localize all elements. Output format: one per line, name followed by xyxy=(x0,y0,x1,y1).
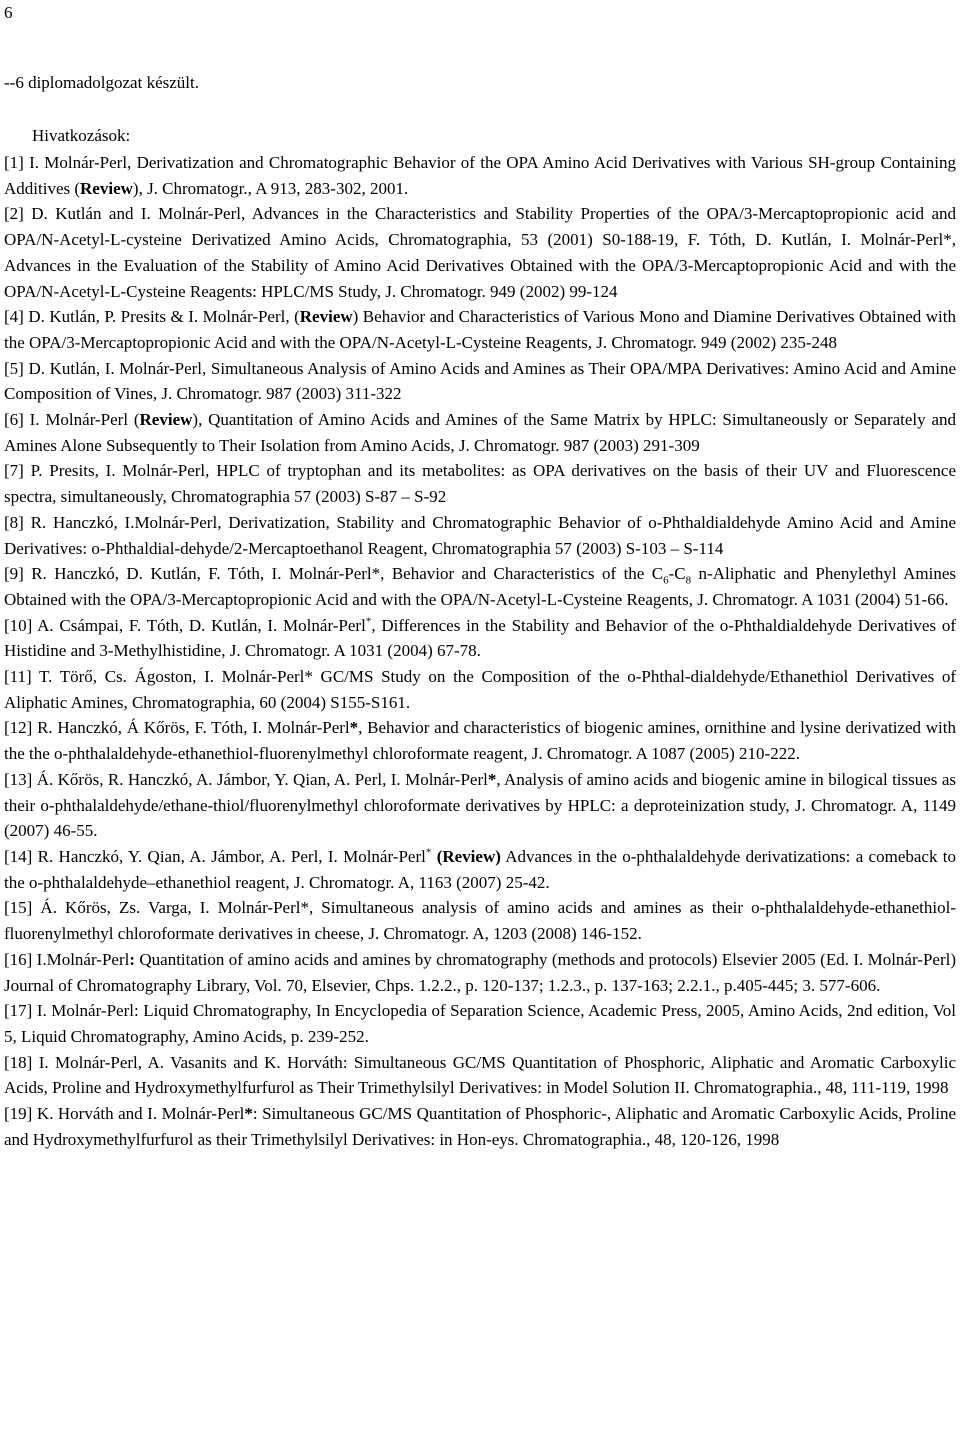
corresponding-author-marker: * xyxy=(365,615,372,627)
reference-text: , Behavior and characteristics of biogenic amines, ornithine and lysine derivatized with the the o-phthalaldehyde-ethanethiol-fluorenylmethyl chloroformate reagent, J. Chromatogr. A 1087 (2005) 210-222. xyxy=(4,718,956,764)
reference-text: [6] I. Molnár-Perl ( xyxy=(4,410,140,430)
reference-8 xyxy=(4,510,956,561)
corresponding-author-marker: * xyxy=(349,718,359,738)
reference-text: [4] D. Kutlán, P. Presits & I. Molnár-Perl, ( xyxy=(4,307,300,327)
review-marker: Review xyxy=(139,410,193,430)
reference-5 xyxy=(4,356,956,407)
reference-text: [13] Á. Kőrös, R. Hanczkó, A. Jámbor, Y. Qian, A. Perl, I. Molnár-Perl xyxy=(4,769,488,789)
reference-list xyxy=(4,150,956,1152)
reference-10 xyxy=(4,613,956,664)
reference-text: [5] D. Kutlán, I. Molnár-Perl, Simultaneous Analysis of Amino Acids and Amines as Their OPA/MPA Derivatives: Amino Acid and Amine Composition of Vines, J. Chromatogr. 987 (2003) 311-322 xyxy=(4,358,956,404)
corresponding-author-marker: * xyxy=(425,846,432,859)
reference-text: n-Aliphatic and Phenylethyl Amines Obtained with the OPA/3-Mercaptopropionic Acid and with the OPA/N-Acetyl-L-Cysteine Reagents, J. Chromatogr. A 1031 (2004) 51-66. xyxy=(4,564,956,609)
page-number: 6 xyxy=(4,3,13,22)
reference-13 xyxy=(4,767,956,844)
subscript: 8 xyxy=(685,574,692,587)
reference-text: [1] I. Molnár-Perl, Derivatization and Chromatographic Behavior of the OPA Amino Acid Derivatives with Various SH-group Containing Additives ( xyxy=(4,153,956,198)
colon-marker: : xyxy=(129,949,136,969)
reference-text: [8] R. Hanczkó, I.Molnár-Perl, Derivatization, Stability and Chromatographic Behavior of o-Phthaldialdehyde Amino Acid and Amine Derivatives: o-Phthaldial-dehyde/2-Mercaptoethanol Reagent, Chromatographia 57 (2003) S-103 – S-114 xyxy=(4,512,956,558)
reference-text: [18] I. Molnár-Perl, A. Vasanits and K. Horváth: Simultaneous GC/MS Quantitation of Phosphoric, Aliphatic and Aromatic Carboxylic Acids, Proline and Hydroxymethylfurfurol as Their Trimethylsilyl Derivatives: in Model Solution II. Chromatographia., 48, 111-119, 1998 xyxy=(4,1052,956,1098)
reference-16 xyxy=(4,947,956,998)
corresponding-author-marker: * xyxy=(487,769,497,789)
reference-text: -C xyxy=(668,564,686,584)
reference-text: , Differences in the Stability and Behavior of the o-Phthaldialdehyde Derivatives of Histidine and 3-Methylhistidine, J. Chromatogr. A 1031 (2004) 67-78. xyxy=(4,615,956,661)
reference-text: [19] K. Horváth and I. Molnár-Perl xyxy=(4,1104,245,1124)
reference-7 xyxy=(4,458,956,509)
reference-19 xyxy=(4,1101,956,1152)
reference-text: : Simultaneous GC/MS Quantitation of Phosphoric-, Aliphatic and Aromatic Carboxylic Acids, Proline and Hydroxymethylfurfurol as their Trimethylsilyl Derivatives: in Hon-eys. Chromatographia., 48, 120-126, 1998 xyxy=(4,1104,956,1149)
reference-text: [7] P. Presits, I. Molnár-Perl, HPLC of tryptophan and its metabolites: as OPA derivatives on the basis of their UV and Fluorescence spectra, simultaneously, Chromatographia 57 (2003) S-87 – S-92 xyxy=(4,461,956,507)
reference-text: [16] I.Molnár-Perl xyxy=(4,949,130,969)
reference-15 xyxy=(4,895,956,946)
corresponding-author-marker: * xyxy=(244,1104,253,1124)
reference-text: [10] A. Csámpai, F. Tóth, D. Kutlán, I. Molnár-Perl xyxy=(4,615,366,635)
reference-text: ) Behavior and Characteristics of Various Mono and Diamine Derivatives Obtained with the OPA/3-Mercaptopropionic Acid and with the OPA/N-Acetyl-L-Cysteine Reagents, J. Chromatogr. 949 (2002) 235-248 xyxy=(4,307,957,352)
reference-text: , Analysis of amino acids and biogenic amine in bilogical tissues as their o-phthalaldehyde/ethane-thiol/fluorenylmethyl chloroformate derivatives by HPLC: a deproteinization study, J. Chromatogr. A, 1149 (2007) 46-55. xyxy=(4,769,956,841)
reference-text: [11] T. Törő, Cs. Ágoston, I. Molnár-Perl* GC/MS Study on the Composition of the o-Phthal-dialdehyde/Ethanethiol Derivatives of Aliphatic Amines, Chromatographia, 60 (2004) S155-S161. xyxy=(4,667,956,712)
reference-text: [9] R. Hanczkó, D. Kutlán, F. Tóth, I. Molnár-Perl*, Behavior and Characteristics of the C xyxy=(4,564,664,584)
reference-2 xyxy=(4,201,956,304)
reference-4 xyxy=(4,304,956,355)
reference-text: [17] I. Molnár-Perl: Liquid Chromatography, In Encyclopedia of Separation Science, Academic Press, 2005, Amino Acids, 2nd edition, Vol 5, Liquid Chromatography, Amino Acids, p. 239-252. xyxy=(4,1001,956,1046)
review-marker: Review xyxy=(80,178,133,198)
reference-text: ), J. Chromatogr., A 913, 283-302, 2001. xyxy=(132,178,409,198)
reference-18 xyxy=(4,1050,956,1101)
reference-1 xyxy=(4,150,956,201)
references-heading: Hivatkozások: xyxy=(32,126,131,145)
review-marker: Review xyxy=(299,307,353,327)
review-marker: (Review) xyxy=(436,846,501,866)
subscript: 6 xyxy=(663,574,669,587)
reference-14 xyxy=(4,844,956,895)
reference-17 xyxy=(4,998,956,1049)
reference-6 xyxy=(4,407,956,458)
reference-12 xyxy=(4,715,956,766)
reference-text: ), Quantitation of Amino Acids and Amines of the Same Matrix by HPLC: Simultaneously or Separately and Amines Alone Subsequently to Their Isolation from Amino Acids, J. Chromatogr. 987 (2003) 291-309 xyxy=(4,410,956,455)
reference-text: [15] Á. Kőrös, Zs. Varga, I. Molnár-Perl*, Simultaneous analysis of amino acids and amines as their o-phthalaldehyde-ethanethiol-fluorenylmethyl chloroformate derivatives in cheese, J. Chromatogr. A, 1203 (2008) 146-152. xyxy=(4,898,956,944)
reference-text: [12] R. Hanczkó, Á Kőrös, F. Tóth, I. Molnár-Perl xyxy=(4,718,350,738)
reference-text: Advances in the o-phthalaldehyde derivatizations: a comeback to the o-phthalaldehyde–ethanethiol reagent, J. Chromatogr. A, 1163 (2007) 25-42. xyxy=(4,846,957,892)
reference-11 xyxy=(4,664,956,715)
reference-text: [14] R. Hanczkó, Y. Qian, A. Jámbor, A. Perl, I. Molnár-Perl xyxy=(4,846,426,866)
thesis-note: --6 diplomadolgozat készült. xyxy=(4,73,199,92)
reference-9 xyxy=(4,561,956,612)
reference-text: Quantitation of amino acids and amines by chromatography (methods and protocols) Elsevier 2005 (Ed. I. Molnár-Perl) Journal of Chromatography Library, Vol. 70, Elsevier, Chps. 1.2.2., p. 120-137; 1.2.3., p. 137-163; 2.2.1., p.405-445; 3. 577-606. xyxy=(4,949,956,995)
reference-text: [2] D. Kutlán and I. Molnár-Perl, Advances in the Characteristics and Stability Properties of the OPA/3-Mercaptopropionic acid and OPA/N-Acetyl-L-cysteine Derivatized Amino Acids, Chromatographia, 53 (2001) S0-188-19, F. Tóth, D. Kutlán, I. Molnár-Perl*, Advances in the Evaluation of the Stability of Amino Acid Derivatives Obtained with the OPA/3-Mercaptopropionic Acid and with the OPA/N-Acetyl-L-Cysteine Reagents: HPLC/MS Study, J. Chromatogr. 949 (2002) 99-124 xyxy=(4,204,956,301)
